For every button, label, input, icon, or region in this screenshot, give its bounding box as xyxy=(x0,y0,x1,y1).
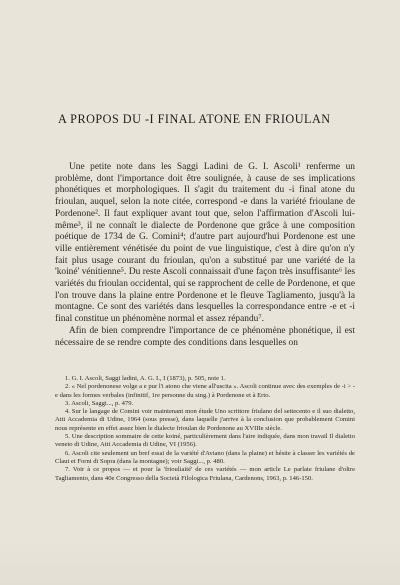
paragraph-2: Afin de bien comprendre l'importance de ce phénomène phonétique, il est nécessaire de se rendre compte des conditions dans lesquelles on xyxy=(55,325,355,348)
footnote-6: 6. Ascoli cite seulement un bref essai de la variété d'Aviano (dans la plaine) et hésite à classer les variétés de Claut et Forni di Sopra (dans la montagne); voir Saggi..., p. 480. xyxy=(55,449,355,465)
footnote-1: 1. G. I. Ascoli, Saggi ladini, A. G. I., I (1873), p. 505, note 1. xyxy=(65,375,226,382)
footnotes xyxy=(55,375,355,483)
footnote-5: 5. Une description sommaire de cette koiné, particulièrement dans l'aire indiquée, dans mon travail Il dialetto veneto di Udine, Atti Accademia di Udine, VI (1956). xyxy=(55,433,355,449)
footnote-2: 2. « Nel pordenonese volge a e pur l'i atono che viene all'uscita ». Ascoli continue avec des exemples de -i > -e dans les formes verbales (infinitif, 1re personne du sing.) à Pordenone et à Erto. xyxy=(55,383,355,399)
article-title: A PROPOS DU -I FINAL ATONE EN FRIOULAN xyxy=(58,112,331,126)
page-shadow xyxy=(0,540,400,585)
paragraph-1: Une petite note dans les Saggi Ladini de G. I. Ascoli¹ renferme un problème, dont l'importance doit être soulignée, à cause de ses implications phonétiques et morphologiques. Il s'agit du traitement du -i final atone du frioulan, auquel, selon la note citée, correspond -e dans la variété frioulane de Pordenone². Il faut expliquer avant tout que, selon l'affirmation d'Ascoli lui-même³, il ne connaît le dialecte de Pordenone que grâce à une composition poétique de 1734 de G. Comini⁴; d'autre part aujourd'hui Pordenone est une ville entièrement vénétisée du point de vue linguistique, c'est à dire qu'on n'y fait plus usage courant du frioulan, qu'on a substitué par une variété de la 'koiné' vénitienne⁵. Du reste Ascoli connaissait d'une façon très insuffisante⁶ les variétés du frioulan occidental, qui se rapprochent de celle de Pordenone, et que l'on trouve dans la plaine entre Pordenone et le fleuve Tagliamento, jusqu'à la montagne. Ce sont des variétés dans lesquelles la correspondance entre -e et -i final constitue un phénomène normal et assez répandu⁷. xyxy=(55,162,355,325)
footnote-7: 7. Voir à ce propos — et pour la 'friouliaité' de ces variétés — mon article Le parlate friulane d'oltre Tagliamento, dans 40e Congresso della Società Filologica Friulana, Cardenons, 1963, p. 146-150. xyxy=(55,466,355,482)
footnote-4: 4. Sur le langage de Comini voir maintenant mon étude Uno scrittore friulano del settecento e il suo dialetto, Atti Accademia di Udine, 1964 (sous presse), dans laquelle j'arrive à la conclusion que probablement Comini nous représente en effet assez bien le dialecte frioulan de Pordenone au XVIIIe siècle. xyxy=(55,408,355,432)
article-body xyxy=(55,162,355,349)
footnote-3: 3. Ascoli, Saggi..., p. 479. xyxy=(65,399,134,407)
